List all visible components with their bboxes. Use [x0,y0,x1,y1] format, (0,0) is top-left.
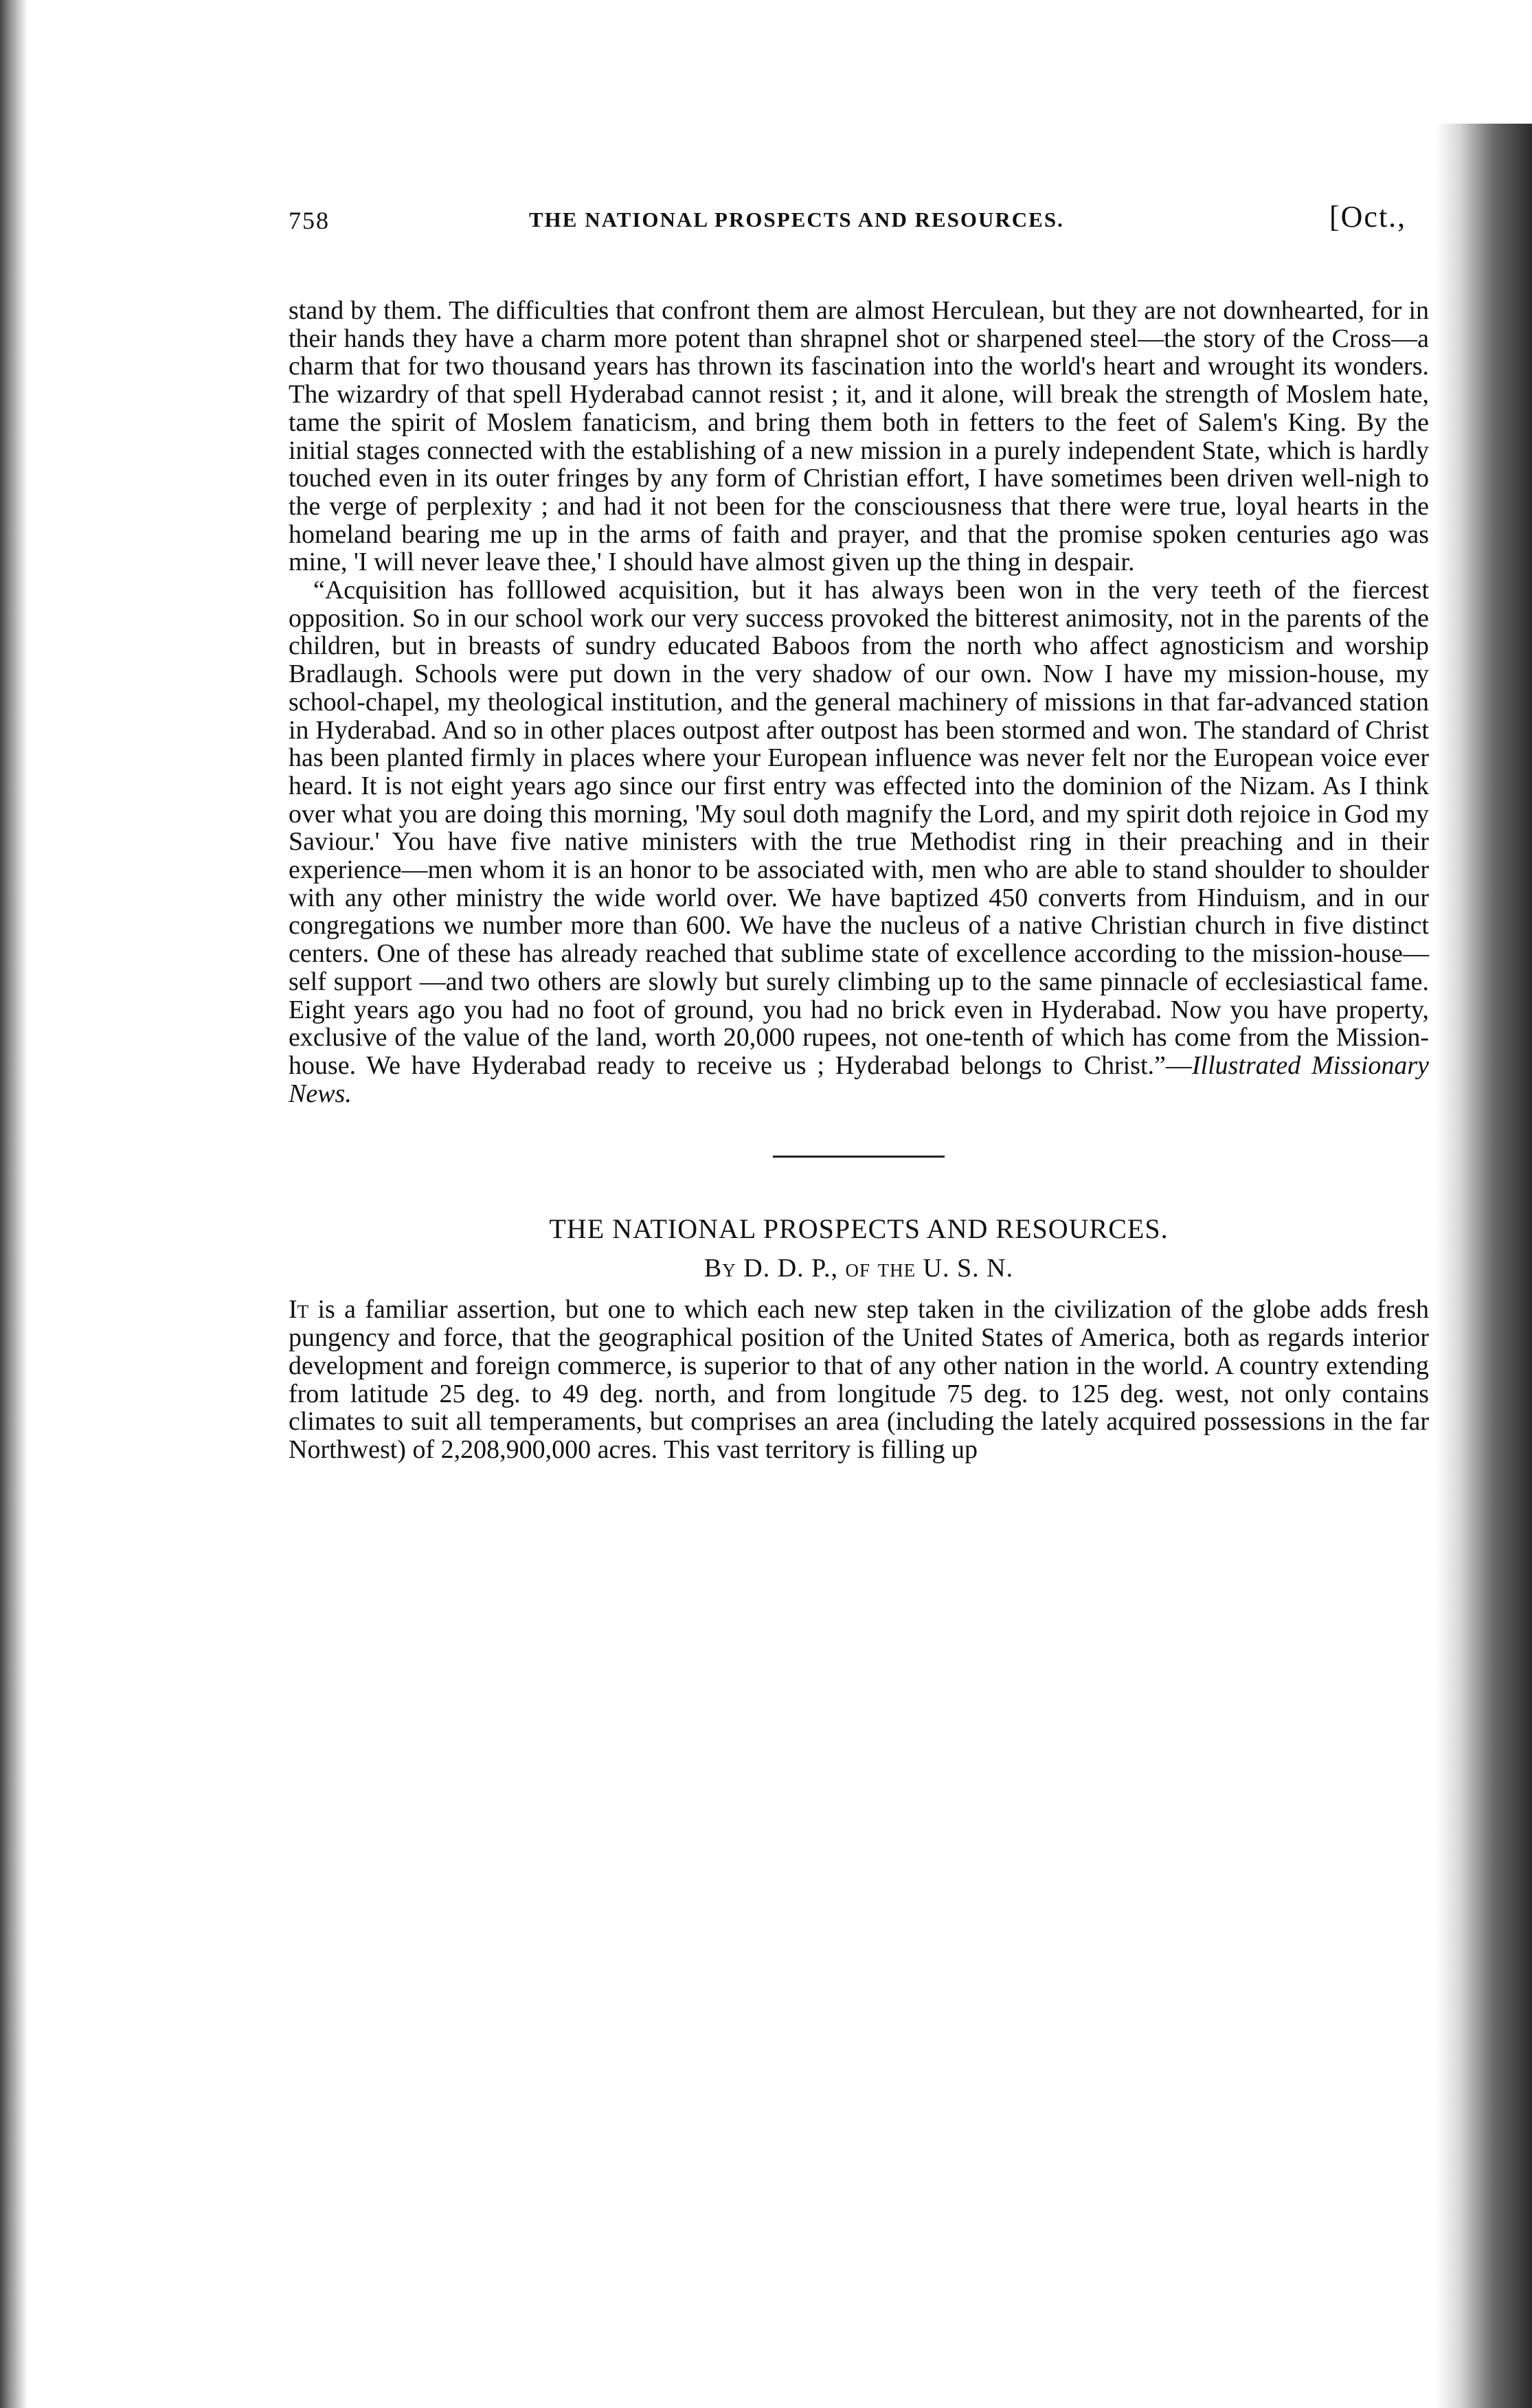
book-binding-shadow [1436,124,1532,2408]
article-lead-word: It [289,1295,309,1325]
letter-paragraph-2-text: “Acquisition has folllowed acquisition, but it has always been won in the very teeth of the fiercest opposition. So in our school work our very success provoked the bitterest animosity, not in the parents of the children, but in breasts of sundry educated Baboos from the north who affect agnosticism and worship Bradlaugh. Schools were put down in the very shadow of our own. Now I have my mission-house, my school-chapel, my theological institution, and the general machinery of missions in that far-advanced station in Hyderabad. And so in other places outpost after outpost has been stormed and won. The standard of Christ has been planted firmly in places where your European influence was never felt nor the European voice ever heard. It is not eight years ago since our first entry was effected into the dominion of the Nizam. As I think over what you are doing this morning, 'My soul doth magnify the Lord, and my spirit doth rejoice in God my Saviour.' You have five native ministers with the true Methodist ring in their preaching and in their experience—men whom it is an honor to be associated with, men who are able to stand shoulder to shoulder with any other ministry the wide world over. We have baptized 450 converts from Hinduism, and in our congregations we number more than 600. We have the nucleus of a native Christian church in five distinct centers. One of these has already reached that sublime state of excellence according to the mission-house—self support —and two others are slowly but surely climbing up to the same pinnacle of ecclesiastical fame. Eight years ago you had no foot of ground, you had no brick even in Hyderabad. Now you have property, exclusive of the value of the land, worth 20,000 rupees, not one-tenth of which has come from the Mission-house. We have Hyderabad ready to receive us ; Hyderabad belongs to Christ.”— [289,576,1429,1080]
quoted-letter [289,297,1429,1107]
page-number: 758 [289,207,330,234]
section-divider-rule [773,1156,945,1158]
header-month: [Oct., [1329,200,1407,234]
book-page [289,199,1429,1464]
article-title: THE NATIONAL PROSPECTS AND RESOURCES. [549,1213,1169,1245]
running-title: THE NATIONAL PROSPECTS AND RESOURCES. [529,207,1064,232]
page-left-edge [0,0,27,2408]
article-body [289,1296,1429,1463]
article-paragraph-1 [289,1296,1429,1463]
letter-paragraph-1: stand by them. The difficulties that confront them are almost Herculean, but they are not downhearted, for in their hands they have a charm more potent than shrapnel shot or sharpened steel—the story of the Cross—a charm that for two thousand years has thrown its fascination into the world's heart and wrought its wonders. The wizardry of that spell Hyderabad cannot resist ; it, and it alone, will break the strength of Moslem hate, tame the spirit of Moslem fanaticism, and bring them both in fetters to the feet of Salem's King. By the initial stages connected with the establishing of a new mission in a purely independent State, which is hardly touched even in its outer fringes by any form of Christian effort, I have sometimes been driven well-nigh to the verge of perplexity ; and had it not been for the consciousness that there were true, loyal hearts in the homeland bearing me up in the arms of faith and prayer, and that the promise spoken centuries ago was mine, 'I will never leave thee,' I should have almost given up the thing in despair. [289,296,1429,577]
letter-source: Illustrated Missionary News. [289,1050,1430,1108]
article-byline: By D. D. P., of the U. S. N. [703,1254,1014,1283]
article-paragraph-1-text: is a familiar assertion, but one to which each new step taken in the civilization of the globe adds fresh pungency and force, that the geographical position of the United States of America, both as regards interior development and foreign commerce, is superior to that of any other nation in the world. A country extending from latitude 25 deg. to 49 deg. north, and from longitude 75 deg. to 125 deg. west, not only contains climates to suit all temperaments, but comprises an area (including the lately acquired possessions in the far Northwest) of 2,208,900,000 acres. This vast territory is filling up [289,1295,1429,1464]
running-header [289,199,1429,240]
letter-paragraph-2 [289,576,1429,1107]
